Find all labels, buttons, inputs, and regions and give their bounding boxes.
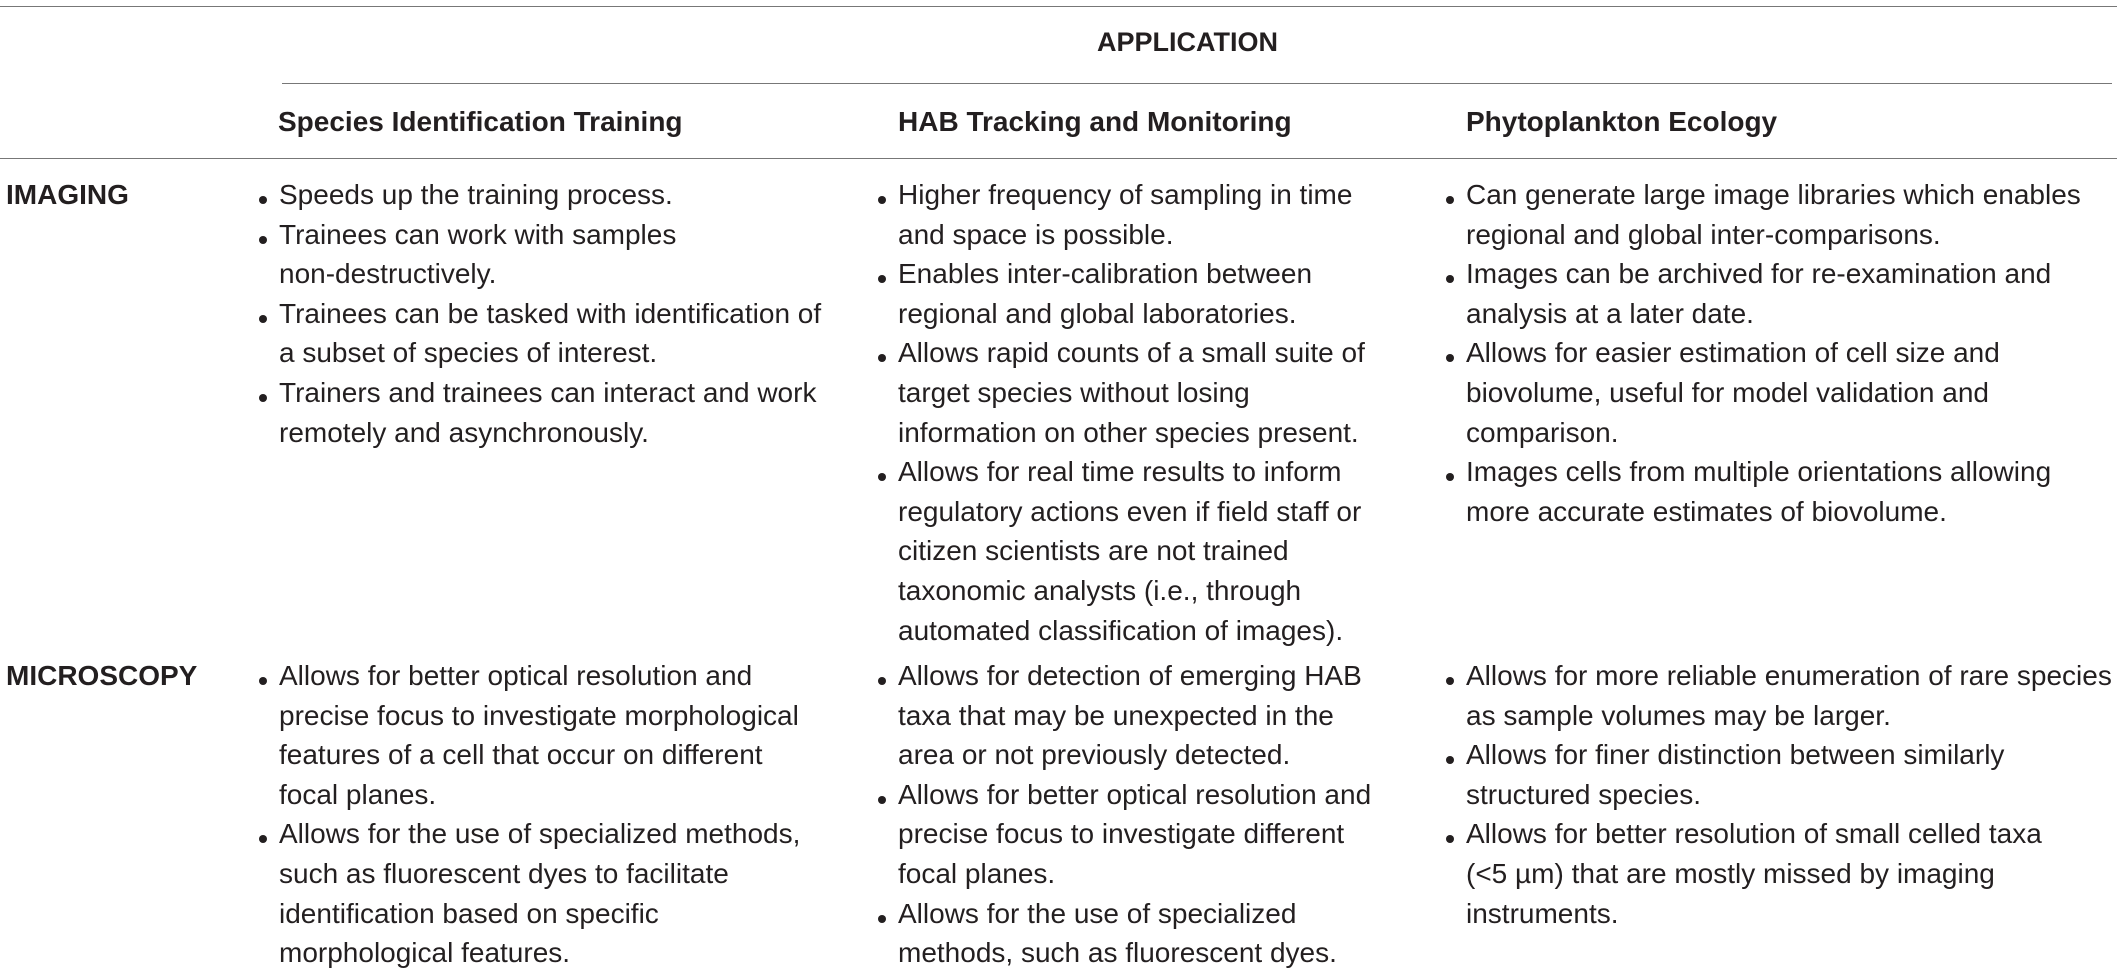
bullet-line: a subset of species of interest. [279, 337, 658, 369]
bullet-item [1442, 254, 2081, 333]
row-header-imaging: IMAGING [6, 179, 129, 210]
bullet-item [874, 894, 1371, 973]
bullet-item [1442, 656, 2112, 735]
bullet-item [874, 775, 1371, 894]
bullet-line: more accurate estimates of biovolume. [1466, 495, 1947, 527]
bullet-line: Allows for real time results to inform [898, 456, 1342, 488]
cell-microscopy-phytoplankton-ecology [1442, 656, 2112, 933]
bullet-item [255, 656, 800, 814]
bullet-item [255, 814, 800, 972]
bullet-line: automated classification of images). [898, 614, 1344, 646]
table-top-rule [0, 6, 2117, 7]
bullet-line: Allows for finer distinction between similarly [1466, 739, 2005, 771]
bullet-line: Trainers and trainees can interact and work [279, 376, 817, 408]
bullet-line: taxa that may be unexpected in the [898, 699, 1334, 731]
column-header-phytoplankton-ecology: Phytoplankton Ecology [1466, 106, 1778, 137]
bullet-line: as sample volumes may be larger. [1466, 699, 1891, 731]
bullet-line: Images can be archived for re-examination and [1466, 258, 2052, 290]
header-rule [0, 158, 2117, 159]
bullet-line: Higher frequency of sampling in time [898, 179, 1353, 210]
bullet-line: and space is possible. [898, 218, 1174, 250]
column-header-species-identification: Species Identification Training [278, 106, 683, 137]
bullet-line: comparison. [1466, 416, 1619, 448]
row-header-microscopy: MICROSCOPY [6, 660, 198, 691]
bullet-line: Enables inter-calibration between [898, 258, 1313, 290]
bullet-line: morphological features. [279, 937, 571, 969]
bullet-item [1442, 333, 2081, 452]
bullet-line: Allows for easier estimation of cell size and [1466, 337, 2000, 369]
bullet-line: focal planes. [279, 778, 437, 810]
bullet-line: Allows for the use of specialized [898, 897, 1297, 929]
bullet-line: Allows rapid counts of a small suite of [898, 337, 1365, 369]
bullet-line: biovolume, useful for model validation and [1466, 376, 1989, 408]
bullet-item [874, 452, 1365, 650]
bullet-line: information on other species present. [898, 416, 1359, 448]
bullet-line: precise focus to investigate morphological [279, 699, 799, 731]
bullet-item [1442, 175, 2081, 254]
bullet-line: target species without losing [898, 376, 1250, 408]
bullet-item [874, 656, 1371, 775]
bullet-line: Trainees can be tasked with identification of [279, 297, 822, 329]
bullet-line: Allows for more reliable enumeration of rare species [1466, 660, 2112, 691]
bullet-line: identification based on specific [279, 897, 659, 929]
bullet-item [255, 294, 821, 373]
bullet-item [1442, 735, 2112, 814]
bullet-line: Allows for the use of specialized methods, [279, 818, 801, 850]
bullet-line: Can generate large image libraries which enables [1466, 179, 2081, 210]
application-rule [282, 83, 2112, 84]
cell-microscopy-species-identification [255, 656, 800, 973]
bullet-item [1442, 452, 2081, 531]
bullet-item [255, 175, 821, 215]
bullet-line: regional and global inter-comparisons. [1466, 218, 1941, 250]
bullet-line: regional and global laboratories. [898, 297, 1297, 329]
column-header-hab-tracking: HAB Tracking and Monitoring [898, 106, 1292, 137]
bullet-line: regulatory actions even if field staff or [898, 495, 1362, 527]
bullet-line: structured species. [1466, 778, 1701, 810]
bullet-item [874, 175, 1365, 254]
bullet-line: features of a cell that occur on different [279, 739, 763, 771]
bullet-line: precise focus to investigate different [898, 818, 1345, 850]
bullet-line: taxonomic analysts (i.e., through [898, 574, 1302, 606]
bullet-line: Speeds up the training process. [279, 179, 673, 210]
bullet-item [874, 333, 1365, 452]
bullet-item [255, 373, 821, 452]
bullet-line: Allows for detection of emerging HAB [898, 660, 1362, 691]
bullet-line: area or not previously detected. [898, 739, 1291, 771]
cell-imaging-phytoplankton-ecology [1442, 175, 2081, 531]
bullet-line: Images cells from multiple orientations allowing [1466, 456, 2052, 488]
bullet-line: non-destructively. [279, 258, 497, 290]
bullet-item [1442, 814, 2112, 933]
bullet-line: Trainees can work with samples [279, 218, 677, 250]
bullet-line: Allows for better resolution of small celled taxa [1466, 818, 2042, 850]
bullet-item [874, 254, 1365, 333]
bullet-line: citizen scientists are not trained [898, 535, 1289, 567]
bullet-line: remotely and asynchronously. [279, 416, 649, 448]
bullet-line: methods, such as fluorescent dyes. [898, 937, 1337, 969]
bullet-item [255, 215, 821, 294]
bullet-line: such as fluorescent dyes to facilitate [279, 857, 729, 889]
bullet-line: Allows for better optical resolution and [898, 778, 1372, 810]
bullet-line: analysis at a later date. [1466, 297, 1754, 329]
bullet-line: instruments. [1466, 897, 1619, 929]
bullet-line: focal planes. [898, 857, 1056, 889]
application-header: APPLICATION [1097, 27, 1278, 57]
cell-imaging-species-identification [255, 175, 821, 452]
bullet-line: Allows for better optical resolution and [279, 660, 753, 691]
bullet-line: (<5 µm) that are mostly missed by imaging [1466, 857, 1995, 889]
cell-imaging-hab-tracking [874, 175, 1365, 650]
cell-microscopy-hab-tracking [874, 656, 1371, 973]
